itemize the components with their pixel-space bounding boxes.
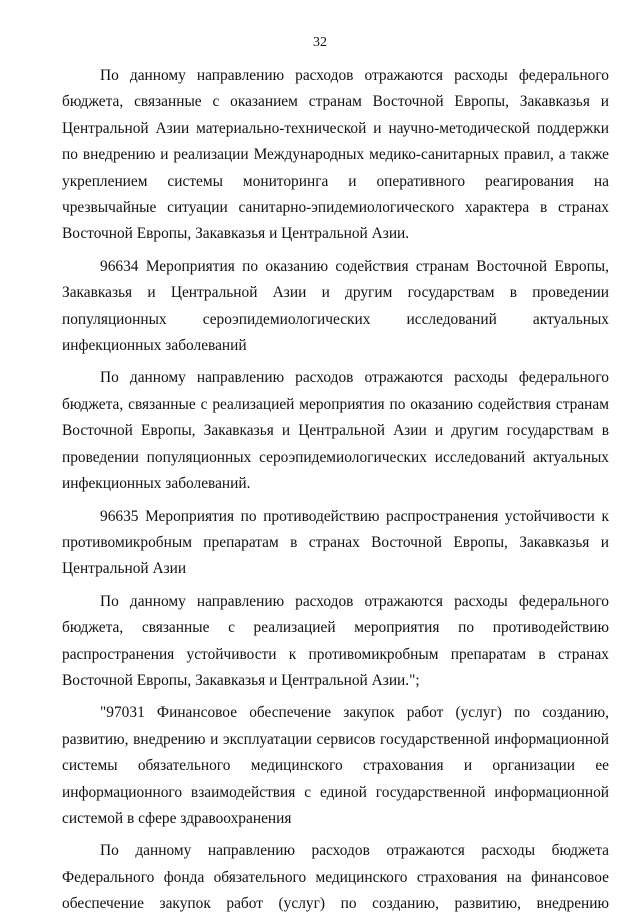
paragraph-expenses-description-1: По данному направлению расходов отражаются расходы федерального бюджета, связанные с оказанием странам Восточной Европы, Закавказья и Центральной Азии материально-технической и научно-методической поддержки по внедрению и реализации Международных медико-санитарных правил, а также укреплением системы мониторинга и оперативного реагирования на чрезвычайные ситуации санитарно-эпидемиологического характера в странах Восточной Европы, Закавказья и Центральной Азии. <box>62 67 609 243</box>
paragraph-code-96635: 96635 Мероприятия по противодействию распространения устойчивости к противомикробным препаратам в странах Восточной Европы, Закавказья и Центральной Азии <box>62 507 609 578</box>
paragraph-expenses-description-2: По данному направлению расходов отражаются расходы федерального бюджета, связанные с реализацией мероприятия по оказанию содействия странам Восточной Европы, Закавказья и Центральной Азии и другим государствам в проведении популяционных сероэпидемиологических исследований актуальных инфекционных заболеваний. <box>62 369 609 493</box>
page-number: 32 <box>313 35 327 50</box>
paragraph-expenses-description-3: По данному направлению расходов отражаются расходы федерального бюджета, связанные с реализацией мероприятия по противодействию распространения устойчивости к противомикробным препаратам в странах Восточной Европы, Закавказья и Центральной Азии."; <box>62 592 609 689</box>
paragraph-expenses-description-4: По данному направлению расходов отражаются расходы бюджета Федерального фонда обязательного медицинского страхования на финансовое обеспечение закупок работ (услуг) по созданию, развитию, внедрению <box>62 842 609 913</box>
paragraph-code-96634: 96634 Мероприятия по оказанию содействия странам Восточной Европы, Закавказья и Центральной Азии и другим государствам в проведении популяционных сероэпидемиологических исследований актуальных инфекционных заболеваний <box>62 257 609 355</box>
document-body <box>62 63 609 924</box>
paragraph-code-97031: "97031 Финансовое обеспечение закупок работ (услуг) по созданию, развитию, внедрению и эксплуатации сервисов государственной информационной системы обязательного медицинского страхования и организации ее информационного взаимодействия с единой государственной информационной системой в сфере здравоохранения <box>62 704 609 827</box>
